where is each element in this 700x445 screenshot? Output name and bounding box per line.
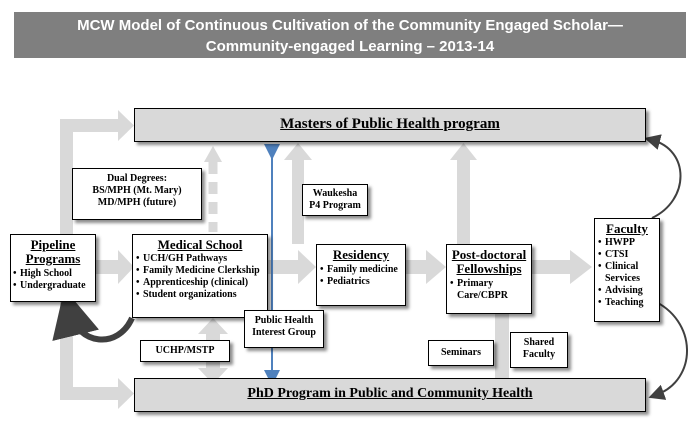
shared-faculty-line-1: Shared — [523, 337, 555, 348]
residency-item-family-medicine: • Family medicine — [320, 264, 402, 276]
medschool-item-pathways: • UCH/GH Pathways — [136, 253, 264, 265]
title-line-2: Community-engaged Learning – 2013-14 — [205, 38, 495, 55]
shared-faculty-line-2: Faculty — [522, 349, 556, 360]
postdoc-to-faculty-arrow — [532, 250, 592, 284]
phd-program-bar — [134, 378, 646, 412]
medical-school-title: Medical School — [157, 237, 243, 252]
medical-school-box — [132, 234, 268, 318]
dual-degrees-line-3: MD/MPH (future) — [97, 197, 177, 208]
seminars-box — [428, 340, 494, 366]
phig-line-1: Public Health — [254, 315, 314, 326]
postdoc-title-line-1: Post-doctoral — [451, 247, 527, 262]
shared-faculty-box — [510, 332, 568, 368]
postdoc-title-line-2: Fellowships — [456, 261, 522, 276]
mph-program-bar — [134, 108, 646, 142]
faculty-item-clinical-services: • Clinical Services — [598, 261, 656, 285]
residency-to-postdoc-arrow — [406, 250, 446, 284]
title-line-1: MCW Model of Continuous Cultivation of the Community Engaged Scholar— — [77, 17, 623, 34]
residency-box — [316, 244, 406, 306]
faculty-list — [598, 237, 656, 309]
faculty-item-ctsi: • CTSI — [598, 249, 656, 261]
mph-program-label: Masters of Public Health program — [280, 116, 500, 132]
waukesha-line-1: Waukesha — [312, 188, 358, 199]
medschool-item-apprenticeship: • Apprenticeship (clinical) — [136, 277, 264, 289]
uchp-mstp-box — [140, 340, 230, 362]
dual-degrees-line-1: Dual Degrees: — [106, 173, 168, 184]
faculty-box — [594, 218, 660, 322]
phd-program-label: PhD Program in Public and Community Health — [247, 386, 533, 401]
medschool-to-residency-arrow — [268, 250, 316, 284]
residency-list — [320, 264, 402, 288]
dual-degrees-line-2: BS/MPH (Mt. Mary) — [92, 185, 182, 196]
pipeline-programs-box — [10, 234, 96, 302]
uchp-mstp-label: UCHP/MSTP — [155, 345, 215, 356]
pipeline-title-line-1: Pipeline — [30, 237, 76, 252]
medschool-to-pipeline-curve — [70, 312, 132, 340]
waukesha-p4-box — [302, 184, 368, 216]
postdoc-fellowships-box — [446, 244, 532, 314]
medical-school-list — [136, 253, 264, 301]
medschool-item-clerkship: • Family Medicine Clerkship — [136, 265, 264, 277]
waukesha-line-2: P4 Program — [309, 200, 361, 211]
pipeline-list — [13, 268, 93, 292]
faculty-item-hwpp: • HWPP — [598, 237, 656, 249]
medschool-to-mph-dashed-arrow — [204, 146, 222, 232]
pipeline-item-undergraduate: • Undergraduate — [13, 280, 93, 292]
pipeline-title-line-2: Programs — [25, 251, 81, 266]
public-health-interest-group-box — [244, 310, 324, 348]
phig-line-2: Interest Group — [252, 327, 316, 338]
medschool-item-student-orgs: • Student organizations — [136, 289, 264, 301]
residency-item-pediatrics: • Pediatrics — [320, 276, 402, 288]
faculty-title: Faculty — [606, 221, 648, 236]
dual-degrees-box — [72, 168, 202, 220]
faculty-item-advising: • Advising — [598, 285, 656, 297]
postdoc-item-primary-care: • Primary Care/CBPR — [450, 278, 528, 302]
pipeline-to-medschool-arrow — [96, 250, 134, 284]
seminars-label: Seminars — [441, 347, 481, 358]
postdoc-to-mph-arrow — [450, 143, 477, 244]
pipeline-item-high-school: • High School — [13, 268, 93, 280]
faculty-item-teaching: • Teaching — [598, 297, 656, 309]
faculty-to-mph-curve — [652, 140, 681, 218]
residency-title: Residency — [332, 247, 390, 262]
postdoc-list — [450, 278, 528, 302]
